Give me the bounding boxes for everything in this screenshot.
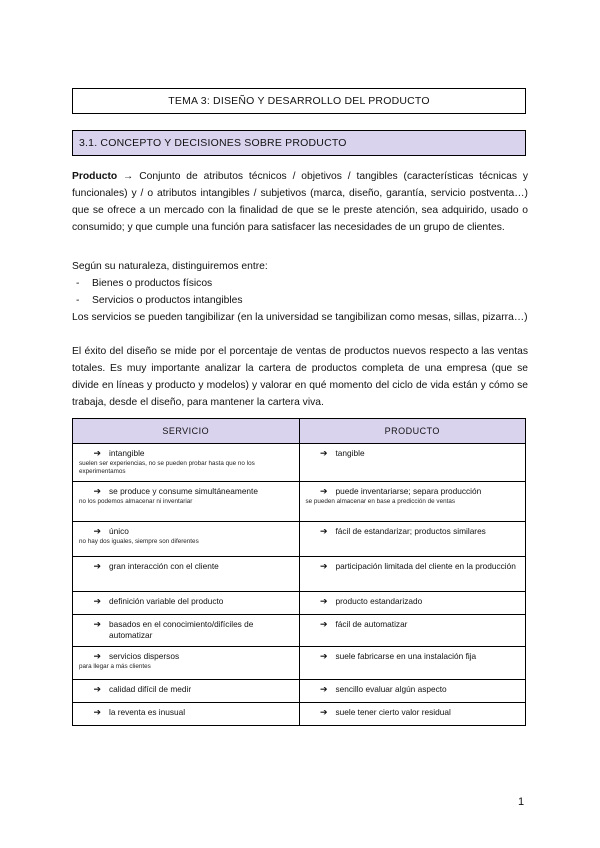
arrow-right-icon: ➔ [93, 486, 101, 496]
servicio-note: no hay dos iguales, siempre son diferentes [79, 538, 199, 545]
producto-text: suele tener cierto valor residual [335, 707, 451, 717]
servicio-text: definición variable del producto [109, 596, 224, 606]
servicio-note: para llegar a más clientes [79, 663, 151, 670]
producto-text: puede inventariarse; separa producción [335, 486, 482, 496]
producto-cell [299, 557, 526, 592]
table-row [73, 444, 526, 482]
producto-cell [299, 522, 526, 557]
document-title [72, 88, 526, 114]
producto-note: se pueden almacenar en base a predicción de ventas [305, 498, 455, 505]
header-servicio: SERVICIO [73, 419, 300, 444]
arrow-right-icon: ➔ [319, 448, 328, 458]
producto-text: participación limitada del cliente en la producción [335, 561, 516, 571]
producto-cell [299, 482, 526, 522]
servicio-cell [73, 522, 300, 557]
producto-text: suele fabricarse en una instalación fija [335, 651, 477, 661]
arrow-right-icon: ➔ [93, 707, 101, 717]
producto-cell [299, 592, 526, 615]
document-title-text: TEMA 3: DISEÑO Y DESARROLLO DEL PRODUCTO [168, 95, 430, 107]
servicio-note: suelen ser experiencias, no se pueden probar hasta que no los experimentamos [79, 460, 255, 475]
servicio-item [79, 561, 293, 572]
servicio-text: gran interacción con el cliente [109, 561, 219, 571]
definition-paragraph [72, 168, 528, 236]
producto-text: fácil de automatizar [335, 619, 408, 629]
servicio-item [79, 707, 293, 718]
arrow-right-icon: ➔ [93, 619, 101, 629]
arrow-right-icon: ➔ [319, 707, 328, 717]
section-heading [72, 130, 526, 156]
list-item: - Servicios o productos intangibles [72, 292, 528, 309]
producto-cell [299, 444, 526, 482]
producto-item [306, 707, 520, 718]
servicio-note: no los podemos almacenar ni inventariar [79, 498, 193, 505]
producto-text: producto estandarizado [335, 596, 423, 606]
arrow-right-icon: ➔ [93, 651, 101, 661]
servicio-cell [73, 557, 300, 592]
list-item: - Bienes o productos físicos [72, 275, 528, 292]
arrow-right-icon: ➔ [93, 448, 101, 458]
servicio-item [79, 619, 293, 641]
servicio-cell [73, 444, 300, 482]
section-heading-text: 3.1. CONCEPTO Y DECISIONES SOBRE PRODUCTO [79, 137, 347, 149]
comparison-table [72, 418, 526, 726]
nature-paragraph [72, 258, 528, 326]
defined-term: Producto [72, 171, 118, 182]
servicio-item [79, 684, 293, 695]
arrow-right-icon: ➔ [319, 526, 328, 536]
arrow-right-icon: ➔ [319, 596, 328, 606]
producto-text: fácil de estandarizar; productos similares [335, 526, 486, 536]
table-row [73, 703, 526, 726]
arrow-right-icon: ➔ [93, 561, 101, 571]
arrow-right-icon: ➔ [93, 596, 101, 606]
table-row [73, 557, 526, 592]
producto-cell [299, 703, 526, 726]
servicio-text: basados en el conocimiento/difíciles de automatizar [109, 619, 254, 640]
producto-item [306, 448, 520, 459]
arrow-right-icon: ➔ [319, 619, 328, 629]
table-row [73, 680, 526, 703]
servicio-cell [73, 647, 300, 680]
arrow-right-icon: ➔ [319, 561, 328, 571]
producto-cell [299, 647, 526, 680]
servicio-text: intangible [109, 448, 145, 458]
servicio-item [79, 486, 293, 497]
services-note: Los servicios se pueden tangibilizar (en la universidad se tangibilizan como mesas, sillas, pizarra…) [72, 312, 528, 323]
producto-item [306, 651, 520, 662]
arrow-right-icon: ➔ [319, 684, 328, 694]
servicio-item [79, 596, 293, 607]
servicio-item [79, 448, 293, 459]
servicio-cell [73, 703, 300, 726]
producto-item [306, 561, 520, 572]
servicio-item [79, 651, 293, 662]
servicio-text: la reventa es inusual [109, 707, 186, 717]
definition-text: → Conjunto de atributos técnicos / objetivos / tangibles (características técnicas y funcionales) y / o atributos intangibles / subjetivos (marca, diseño, garantía, servicio postventa…) que se ofrece a un mercado con la finalidad de que se le preste atención, sea adquirido, usado o consumido; y que cumple una función para satisfacer las necesidades de un grupo de clientes. [72, 171, 528, 233]
table-row [73, 647, 526, 680]
servicio-cell [73, 592, 300, 615]
producto-item [306, 486, 520, 497]
table-row [73, 592, 526, 615]
servicio-text: servicios dispersos [109, 651, 180, 661]
servicio-text: se produce y consume simultáneamente [109, 486, 258, 496]
page-number: 1 [518, 796, 525, 808]
servicio-cell [73, 482, 300, 522]
header-producto: PRODUCTO [299, 419, 526, 444]
comparison-table-body [73, 444, 526, 726]
producto-text: sencillo evaluar algún aspecto [335, 684, 447, 694]
producto-text: tangible [335, 448, 365, 458]
producto-item [306, 619, 520, 630]
producto-cell [299, 615, 526, 647]
producto-item [306, 684, 520, 695]
servicio-text: único [109, 526, 129, 536]
servicio-cell [73, 615, 300, 647]
table-row [73, 615, 526, 647]
servicio-text: calidad difícil de medir [109, 684, 192, 694]
arrow-right-icon: ➔ [319, 486, 328, 496]
nature-intro: Según su naturaleza, distinguiremos entre: [72, 261, 268, 272]
producto-item [306, 526, 520, 537]
servicio-item [79, 526, 293, 537]
producto-item [306, 596, 520, 607]
producto-cell [299, 680, 526, 703]
table-row [73, 522, 526, 557]
success-paragraph: El éxito del diseño se mide por el porcentaje de ventas de productos nuevos respecto a las ventas totales. Es muy importante analizar la cartera de productos completa de una empresa (que se divide en líneas y producto y modelos) y valorar en qué momento del ciclo de vida están y cómo se trabaja, desde el diseño, para mantener la cartera viva. [72, 346, 528, 408]
arrow-right-icon: ➔ [93, 526, 101, 536]
arrow-right-icon: ➔ [319, 651, 328, 661]
servicio-cell [73, 680, 300, 703]
table-row [73, 482, 526, 522]
arrow-right-icon: ➔ [93, 684, 101, 694]
nature-list [72, 275, 528, 309]
